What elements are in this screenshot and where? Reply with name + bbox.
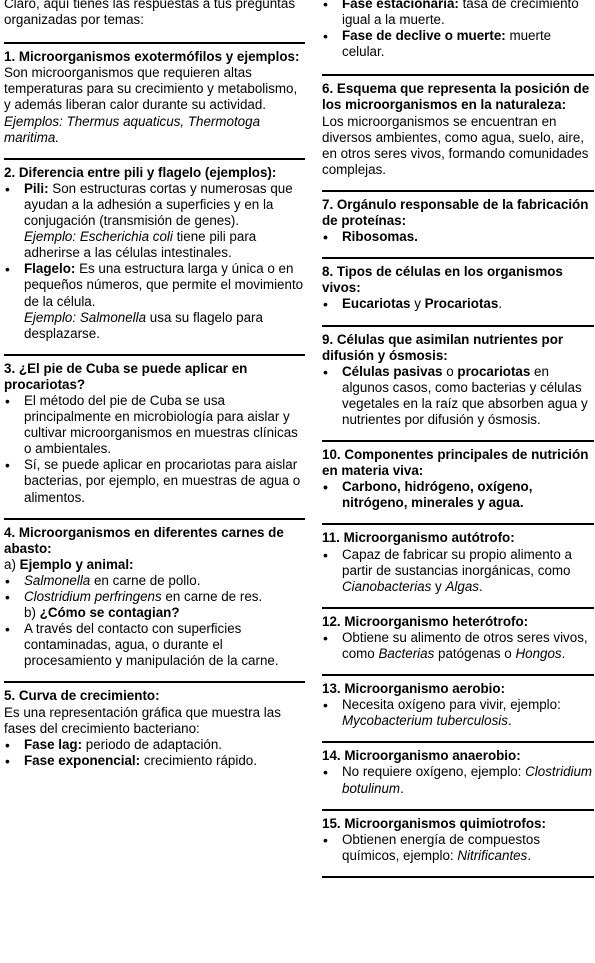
divider	[322, 257, 594, 259]
item-text: en algunos casos, como bacterias y células vegetales en la raíz que absorben agua y nutrientes por difusión y ósmosis.	[342, 363, 588, 427]
divider	[4, 354, 305, 356]
section-10	[322, 447, 594, 523]
divider	[4, 42, 305, 44]
example-prefix: Ejemplo: Escherichia coli	[24, 229, 173, 245]
section-title: 9. Células que asimilan nutrientes por difusión y ósmosis:	[322, 331, 564, 363]
list-item: • A través del contacto con superficies contaminadas, agua, o durante el procesamiento y manipulación de la carne.	[24, 621, 305, 669]
section-4	[4, 525, 305, 682]
divider	[4, 681, 305, 683]
organism-name: Clostridium perfringens	[24, 589, 162, 604]
list-item	[342, 764, 594, 796]
section-15	[322, 816, 594, 876]
section-title: 6. Esquema que representa la posición de los microorganismos en la naturaleza:	[322, 81, 590, 113]
list-item	[342, 697, 594, 729]
phase-text: crecimiento rápido.	[140, 752, 257, 768]
organism-name: Clostridium botulinum	[342, 764, 593, 796]
bullet-list	[322, 364, 594, 428]
organism-name: Salmonella	[24, 572, 91, 588]
example-rest: tiene pili para adherirse a las células intestinales.	[24, 229, 257, 261]
phase-label: Fase de declive o muerte:	[342, 28, 506, 44]
connector: y	[410, 296, 425, 312]
sub-prefix: b)	[24, 605, 40, 621]
term-label: Pili:	[24, 180, 49, 196]
section-title: 3. ¿El pie de Cuba se puede aplicar en procariotas?	[4, 360, 248, 392]
cell-type: Eucariotas	[342, 296, 411, 312]
phase-label: Fase estacionaria:	[342, 0, 459, 11]
organism-name: Mycobacterium tuberculosis	[342, 713, 508, 729]
bullet-list	[322, 296, 594, 312]
section-title: 12. Microorganismo heterótrofo:	[322, 613, 529, 629]
list-item	[342, 28, 594, 60]
organism-name: Algas	[445, 578, 479, 594]
bullet-list	[322, 0, 594, 60]
list-item: • Sí, se puede aplicar en procariotas para aislar bacterias, por ejemplo, en muestras de agua o alimentos.	[24, 457, 305, 505]
list-item	[24, 181, 305, 261]
phase-text: muerte celular.	[342, 28, 552, 60]
section-title: 11. Microorganismo autótrofo:	[322, 530, 515, 546]
sub-label: ¿Cómo se contagian?	[39, 605, 180, 621]
connector: o	[442, 363, 458, 379]
item-text: Capaz de fabricar su propio alimento a partir de sustancias inorgánicas, como	[342, 546, 573, 578]
item-text: Necesita oxígeno para vivir, ejemplo:	[342, 697, 561, 713]
phase-label: Fase exponencial:	[24, 752, 141, 768]
section-6	[322, 81, 594, 190]
divider	[322, 440, 594, 442]
punctuation: .	[561, 646, 566, 661]
bullet-list	[4, 181, 305, 342]
phase-text: tasa de crecimiento igual a la muerte.	[342, 0, 579, 28]
bullet-list	[322, 832, 594, 864]
sub-prefix: a)	[4, 556, 20, 572]
punctuation: .	[527, 847, 532, 863]
item-text: No requiere oxígeno, ejemplo:	[342, 764, 526, 780]
punctuation: .	[478, 578, 483, 594]
connector: patógenas o	[434, 646, 516, 661]
list-item	[24, 573, 305, 589]
bullet-list	[322, 764, 594, 796]
section-title: 8. Tipos de células en los organismos vivos:	[322, 264, 563, 296]
bullet-list	[322, 630, 594, 662]
section-7	[322, 197, 594, 257]
organism-name: Nitrificantes	[457, 847, 528, 863]
left-column	[4, 0, 305, 781]
section-text: Son microorganismos que requieren altas temperaturas para su crecimiento y metabolismo, y además liberan calor durante su actividad.	[4, 65, 298, 113]
list-item	[24, 589, 305, 621]
divider	[322, 74, 594, 76]
list-item	[342, 832, 594, 864]
term-label: procariotas	[457, 363, 531, 379]
term-label: Células pasivas	[342, 363, 443, 379]
section-title: 1. Microorganismos exotermófilos y ejemplos:	[4, 49, 300, 65]
section-3	[4, 361, 305, 518]
section-text: Es una representación gráfica que muestra las fases del crecimiento bacteriano:	[4, 704, 281, 736]
organism-name: Hongos	[515, 646, 562, 661]
divider	[322, 809, 594, 811]
connector: y	[431, 578, 446, 594]
bullet-list	[322, 229, 594, 245]
divider	[322, 607, 594, 609]
section-1	[4, 49, 305, 158]
section-title: 5. Curva de crecimiento:	[4, 688, 160, 704]
list-item	[342, 547, 594, 595]
section-example: Ejemplos: Thermus aquaticus, Thermotoga maritima.	[4, 113, 261, 145]
section-9	[322, 332, 594, 441]
section-11	[322, 530, 594, 606]
section-14	[322, 748, 594, 808]
subheading-a	[4, 557, 305, 573]
list-item	[24, 753, 305, 769]
list-item	[342, 364, 594, 428]
term-text: Es una estructura larga y única o en pequeños números, que permite el movimiento de la célula.	[24, 261, 304, 309]
section-text: Los microorganismos se encuentran en diversos ambientes, como agua, suelo, aire, en otros seres vivos, formando comunidades complejas.	[322, 113, 589, 177]
section-title: 7. Orgánulo responsable de la fabricación de proteínas:	[322, 196, 589, 229]
divider	[4, 518, 305, 520]
right-column	[322, 0, 594, 878]
bullet-list	[322, 479, 594, 511]
section-title: 15. Microorganismos quimiotrofos:	[322, 815, 546, 831]
divider	[322, 523, 594, 525]
bullet-list	[4, 737, 305, 769]
section-8	[322, 264, 594, 324]
item-text: Obtienen energía de compuestos químicos, ejemplo:	[342, 831, 541, 863]
intro-text: Claro, aquí tienes las respuestas a tus preguntas organizadas por temas:	[4, 0, 296, 28]
term-label: Flagelo:	[24, 261, 76, 277]
list-item	[24, 261, 305, 341]
section-title: 14. Microorganismo anaerobio:	[322, 748, 521, 764]
bullet-list	[4, 393, 305, 506]
section-title: 4. Microorganismos en diferentes carnes de abasto:	[4, 524, 284, 556]
list-item: • Ribosomas.	[342, 229, 594, 245]
list-item	[24, 737, 305, 753]
item-text: Obtiene su alimento de otros seres vivos, como	[342, 629, 588, 661]
section-2	[4, 165, 305, 354]
phase-label: Fase lag:	[24, 736, 83, 752]
punctuation: .	[400, 780, 404, 796]
bullet-list	[4, 573, 305, 670]
list-item	[342, 0, 594, 28]
bullet-list	[322, 697, 594, 729]
example-rest: usa su flagelo para desplazarse.	[24, 309, 263, 341]
section-title: 10. Componentes principales de nutrición en materia viva:	[322, 447, 589, 479]
phase-text: periodo de adaptación.	[82, 736, 223, 752]
list-item: • El método del pie de Cuba se usa principalmente en microbiología para aislar y cultivar microorganismos en muestras clínicas o ambientales.	[24, 393, 305, 457]
divider	[322, 876, 594, 878]
divider	[322, 190, 594, 192]
list-item: • Carbono, hidrógeno, oxígeno, nitrógeno, minerales y agua.	[342, 479, 594, 511]
organism-name: Cianobacterias	[342, 578, 432, 594]
example-prefix: Ejemplo: Salmonella	[24, 309, 147, 325]
list-item	[342, 630, 594, 662]
section-12	[322, 614, 594, 674]
section-5	[4, 688, 305, 780]
section-title: 13. Microorganismo aerobio:	[322, 681, 506, 697]
cell-type: Procariotas	[424, 296, 499, 312]
divider	[4, 158, 305, 160]
list-item	[342, 296, 594, 312]
bullet-list	[322, 547, 594, 595]
item-text: en carne de pollo.	[90, 572, 201, 588]
section-13	[322, 681, 594, 741]
organism-name: Bacterias	[378, 646, 435, 661]
section-title: 2. Diferencia entre pili y flagelo (ejemplos):	[4, 164, 277, 180]
punctuation: .	[507, 713, 512, 729]
term-text: Son estructuras cortas y numerosas que ayudan a la adhesión a superficies y en la conjugación (transmisión de genes).	[24, 180, 293, 229]
section-5-continued	[322, 0, 594, 74]
sub-label: Ejemplo y animal:	[19, 556, 134, 572]
divider	[322, 325, 594, 327]
divider	[322, 741, 594, 743]
item-text: en carne de res.	[161, 589, 263, 604]
punctuation: .	[498, 296, 503, 312]
divider	[322, 674, 594, 676]
